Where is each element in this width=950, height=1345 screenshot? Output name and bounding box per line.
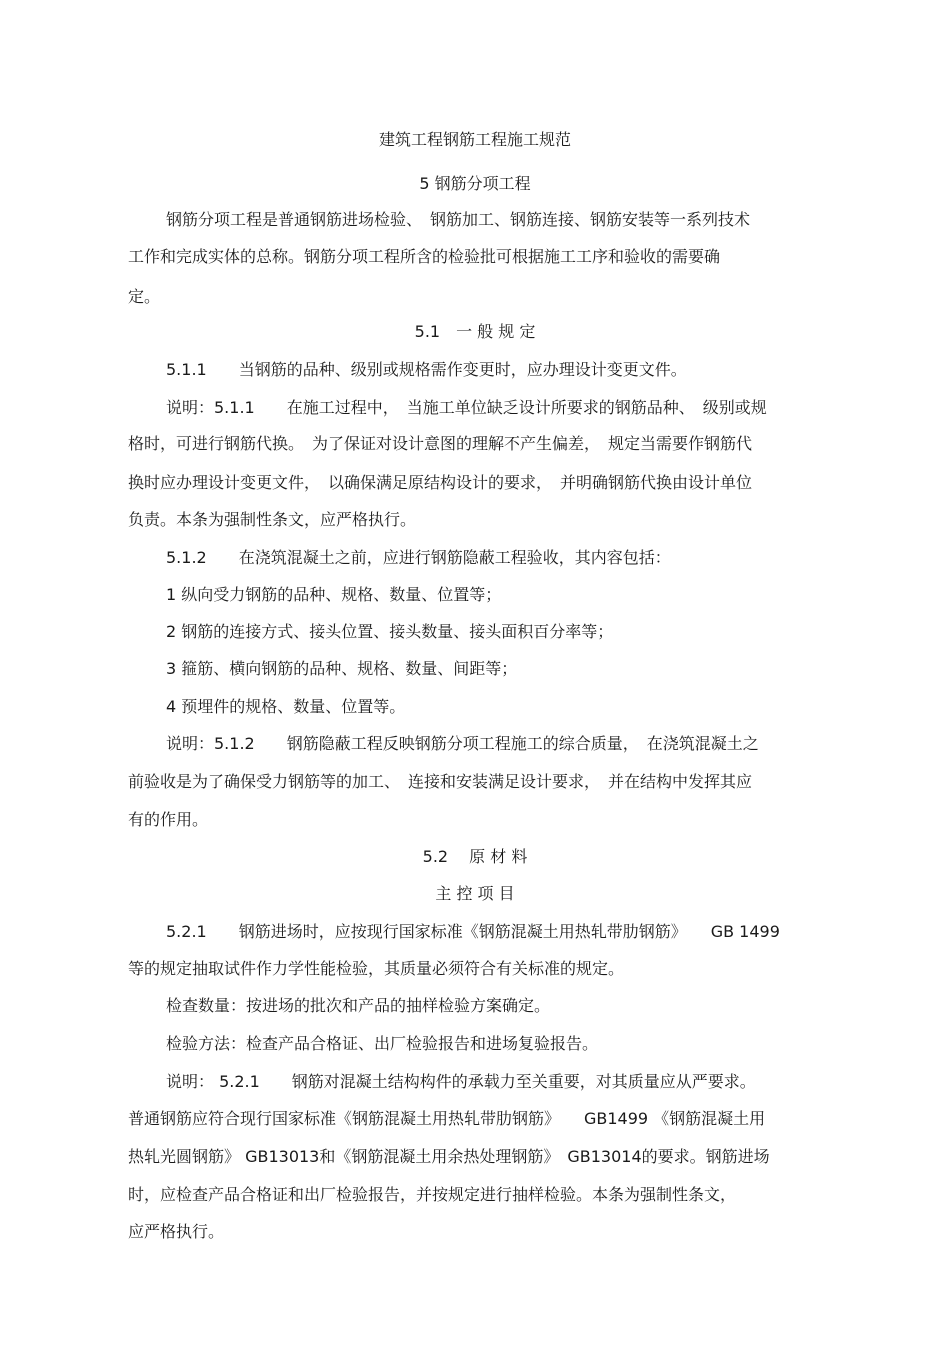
list-item: 1 纵向受力钢筋的品种、规格、数量、位置等； [166, 585, 502, 604]
clause-5-2-1-line-2: 等的规定抽取试件作力学性能检验，其质量必须符合有关标准的规定。 [128, 959, 625, 978]
list-item: 3 箍筋、横向钢筋的品种、规格、数量、间距等； [166, 659, 518, 678]
inspection-quantity: 检查数量：按进场的批次和产品的抽样检验方案确定。 [166, 996, 551, 1015]
note-5-2-1-line-4: 时，应检查产品合格证和出厂检验报告，并按规定进行抽样检验。本条为强制性条文， [128, 1185, 737, 1204]
note-5-2-1-line-5: 应严格执行。 [128, 1222, 225, 1241]
chapter-heading: 5 钢筋分项工程 [419, 174, 531, 193]
note-5-1-1-line-2: 格时，可进行钢筋代换。 为了保证对设计意图的理解不产生偏差， 规定当需要作钢筋代 [128, 434, 753, 453]
inspection-method: 检验方法：检查产品合格证、出厂检验报告和进场复验报告。 [166, 1034, 599, 1053]
note-5-2-1-line-3: 热轧光圆钢筋》 GB13013和《钢筋混凝土用余热处理钢筋》 GB13014的要求。钢筋进场 [128, 1147, 770, 1166]
note-5-1-1-line-1: 说明：5.1.1 在施工过程中， 当施工单位缺乏设计所要求的钢筋品种、 级别或规 [166, 398, 767, 417]
subheading-main-control: 主 控 项 目 [435, 884, 515, 903]
intro-line-3: 定。 [128, 287, 161, 306]
note-5-1-2-line-3: 有的作用。 [128, 810, 209, 829]
note-5-2-1-line-1: 说明： 5.2.1 钢筋对混凝土结构构件的承载力至关重要，对其质量应从严要求。 [166, 1072, 756, 1091]
note-5-1-1-line-4: 负责。本条为强制性条文，应严格执行。 [128, 510, 417, 529]
note-5-1-2-line-1: 说明：5.1.2 钢筋隐蔽工程反映钢筋分项工程施工的综合质量， 在浇筑混凝土之 [166, 734, 759, 753]
clause-5-1-1: 5.1.1 当钢筋的品种、级别或规格需作变更时，应办理设计变更文件。 [166, 360, 687, 379]
intro-line-1: 钢筋分项工程是普通钢筋进场检验、 钢筋加工、钢筋连接、钢筋安装等一系列技术 [166, 210, 751, 229]
section-heading-5-1: 5.1 一 般 规 定 [414, 322, 536, 341]
note-5-1-2-line-2: 前验收是为了确保受力钢筋等的加工、 连接和安装满足设计要求， 并在结构中发挥其应 [128, 772, 753, 791]
clause-5-1-2: 5.1.2 在浇筑混凝土之前，应进行钢筋隐蔽工程验收，其内容包括： [166, 548, 671, 567]
list-item: 2 钢筋的连接方式、接头位置、接头数量、接头面积百分率等； [166, 622, 614, 641]
list-item: 4 预埋件的规格、数量、位置等。 [166, 697, 406, 716]
document-title: 建筑工程钢筋工程施工规范 [378, 130, 571, 149]
note-5-1-1-line-3: 换时应办理设计变更文件， 以确保满足原结构设计的要求， 并明确钢筋代换由设计单位 [128, 473, 753, 492]
clause-5-2-1-line-1: 5.2.1 钢筋进场时，应按现行国家标准《钢筋混凝土用热轧带肋钢筋》 GB 1499 [166, 922, 780, 941]
intro-line-2: 工作和完成实体的总称。钢筋分项工程所含的检验批可根据施工工序和验收的需要确 [128, 247, 721, 266]
section-heading-5-2: 5.2 原 材 料 [422, 847, 528, 866]
note-5-2-1-line-2: 普通钢筋应符合现行国家标准《钢筋混凝土用热轧带肋钢筋》 GB1499 《钢筋混凝土用 [128, 1109, 766, 1128]
